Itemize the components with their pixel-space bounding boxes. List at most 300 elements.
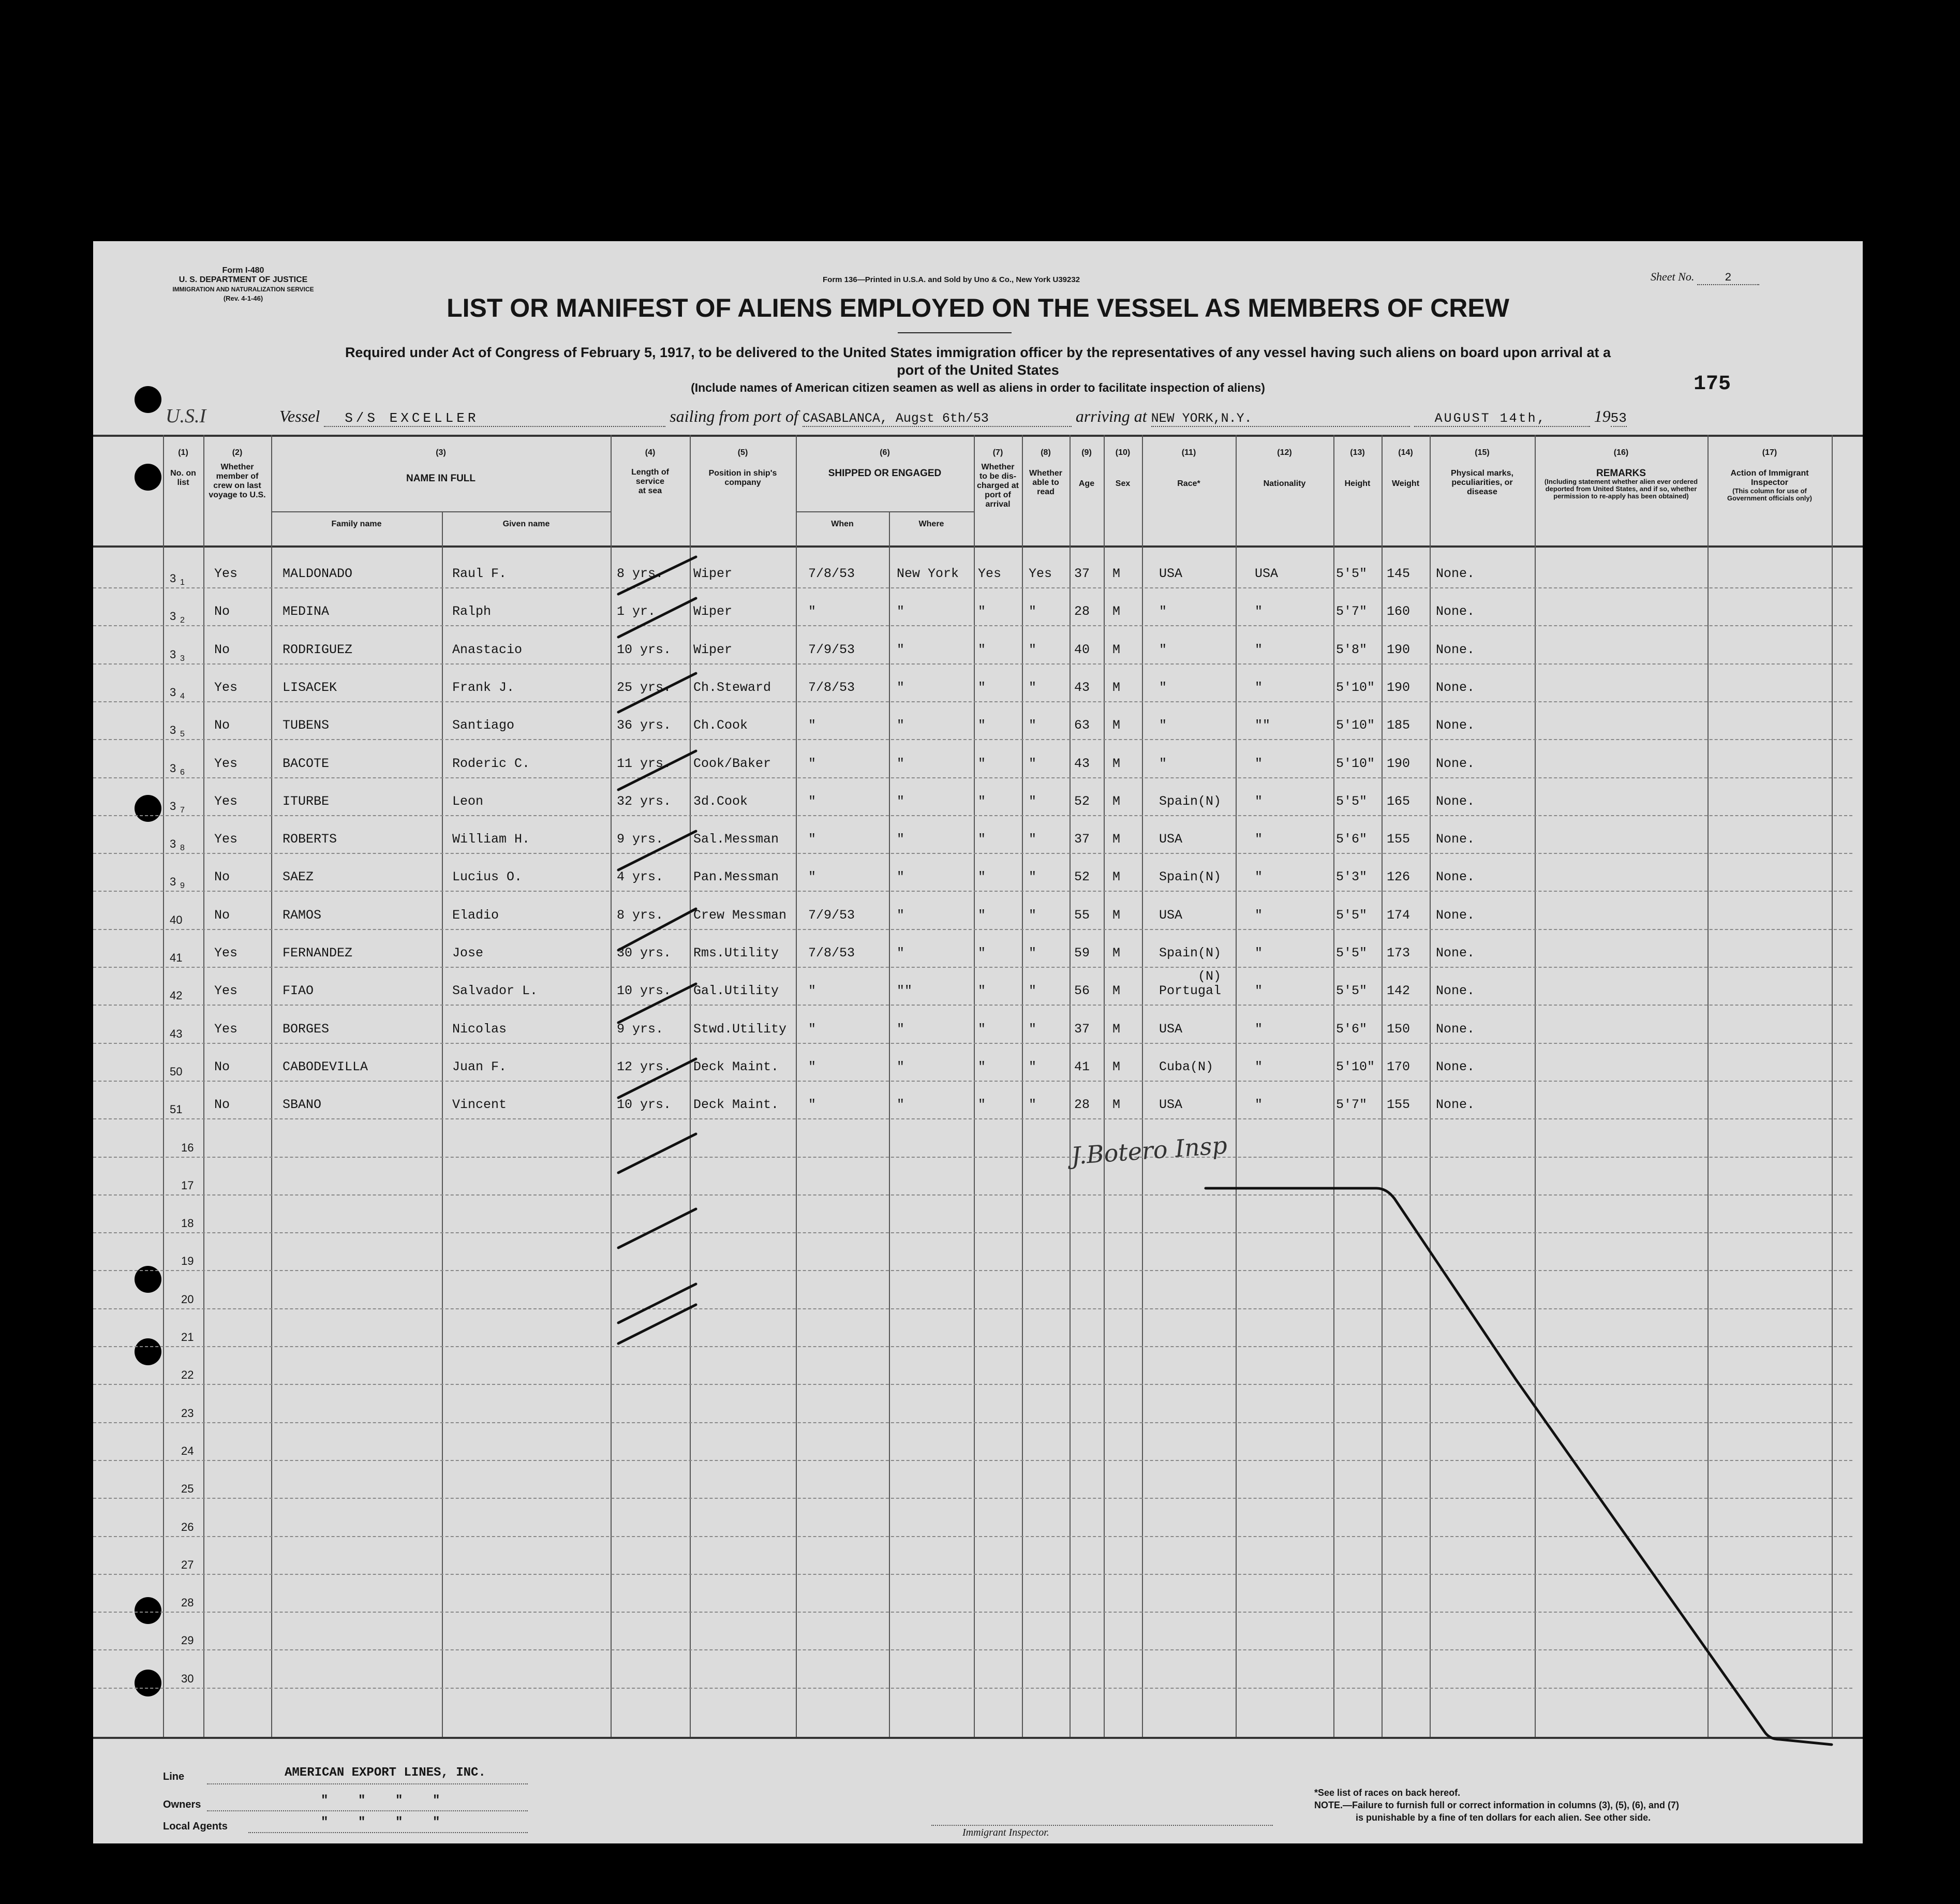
- cell-when: ": [808, 756, 816, 771]
- cell-when: ": [808, 718, 816, 733]
- cell-service: 25 yrs.: [617, 680, 672, 695]
- cell-where: "": [897, 983, 913, 999]
- cell-discharged: ": [978, 1021, 986, 1037]
- cell-when: 7/8/53: [808, 680, 855, 695]
- cell-prev: No: [214, 718, 230, 733]
- cell-service: 32 yrs.: [617, 793, 672, 809]
- cell-height: 5'10": [1336, 680, 1375, 695]
- voyage-line: Vessel S/S EXCELLER sailing from port of CASABLANCA, Augst 6th/53 arriving at NEW YORK,N.Y. AUGUST 14th, 1953: [279, 407, 1627, 426]
- cell-height: 5'10": [1336, 1059, 1375, 1074]
- cell-position: Deck Maint.: [693, 1059, 779, 1074]
- cell-given: Vincent: [452, 1097, 507, 1113]
- cell-service: 36 yrs.: [617, 718, 672, 733]
- cell-nationality: ": [1255, 642, 1263, 657]
- footer-rule: [207, 1810, 528, 1812]
- cell-weight: 165: [1387, 793, 1410, 809]
- cell-family: SBANO: [283, 1097, 322, 1113]
- cell-read: ": [1029, 642, 1037, 657]
- cell-prev: No: [214, 604, 230, 619]
- cell-given: Eladio: [452, 907, 499, 923]
- cell-given: Juan F.: [452, 1059, 507, 1074]
- cell-age: 28: [1074, 604, 1090, 619]
- cell-read: ": [1029, 793, 1037, 809]
- cell-race: USA: [1159, 832, 1183, 847]
- cell-race: USA: [1159, 1097, 1183, 1113]
- cell-nationality: ": [1255, 680, 1263, 695]
- cell-prev: No: [214, 869, 230, 885]
- cell-where: ": [897, 832, 905, 847]
- cell-nationality: ": [1255, 1059, 1263, 1074]
- cell-position: Sal.Messman: [693, 832, 779, 847]
- cell-read: ": [1029, 907, 1037, 923]
- col-header-9: (9) Age: [1078, 448, 1095, 488]
- cell-height: 5'6": [1336, 832, 1368, 847]
- cell-marks: None.: [1436, 718, 1475, 733]
- cell-family: BORGES: [283, 1021, 330, 1037]
- cell-discharged: ": [978, 869, 986, 885]
- manifest-title: LIST OR MANIFEST OF ALIENS EMPLOYED ON THE VESSEL AS MEMBERS OF CREW: [447, 293, 1509, 322]
- line-number: 1: [180, 578, 185, 587]
- cell-sex: M: [1112, 1059, 1121, 1074]
- cell-position: Wiper: [693, 566, 733, 581]
- cell-service: 10 yrs.: [617, 1097, 672, 1113]
- list-number: 41: [170, 951, 183, 964]
- cell-height: 5'3": [1336, 869, 1368, 885]
- strike-mark: [618, 673, 696, 712]
- list-number: 3: [170, 610, 176, 623]
- cell-where: New York: [897, 566, 959, 581]
- cell-read: ": [1029, 983, 1037, 999]
- cell-age: 63: [1074, 718, 1090, 733]
- cell-weight: 160: [1387, 604, 1410, 619]
- cell-weight: 126: [1387, 869, 1410, 885]
- inspector-signature: J.Botero Insp: [1070, 1131, 1228, 1170]
- cell-when: ": [808, 832, 816, 847]
- list-number: 3: [170, 875, 176, 889]
- cell-race: ": [1159, 718, 1167, 733]
- cell-where: ": [897, 793, 905, 809]
- cell-race: ": [1159, 756, 1167, 771]
- cell-weight: 150: [1387, 1021, 1410, 1037]
- cell-height: 5'6": [1336, 1021, 1368, 1037]
- cell-race: Cuba(N): [1159, 1059, 1214, 1074]
- cell-height: 5'5": [1336, 946, 1368, 961]
- line-number: 27: [181, 1558, 194, 1571]
- cell-service: 8 yrs.: [617, 907, 664, 923]
- page-number: 175: [1694, 373, 1731, 396]
- cell-discharged: ": [978, 680, 986, 695]
- cell-discharged: ": [978, 1097, 986, 1113]
- cell-when: ": [808, 1021, 816, 1037]
- cell-nationality: ": [1255, 1021, 1263, 1037]
- cell-given: Raul F.: [452, 566, 507, 581]
- cell-weight: 155: [1387, 1097, 1410, 1113]
- cell-marks: None.: [1436, 566, 1475, 581]
- line-number: 30: [181, 1672, 194, 1685]
- cell-read: ": [1029, 1059, 1037, 1074]
- cell-position: Wiper: [693, 642, 733, 657]
- sheet-number: Sheet No. 2: [1651, 270, 1759, 285]
- col-header-2: (2) Whether member of crew on last voyage to U.S.: [209, 448, 266, 499]
- footer-notes: *See list of races on back hereof. NOTE.—Failure to furnish full or correct information in columns (3), (5), (6), and (7) is punishable by a fine of ten dollars for each alien. See other side.: [1314, 1788, 1680, 1823]
- cell-race: USA: [1159, 1021, 1183, 1037]
- cell-when: 7/8/53: [808, 946, 855, 961]
- cell-discharged: ": [978, 832, 986, 847]
- cell-when: ": [808, 1097, 816, 1113]
- annotation-strokes: [93, 241, 1863, 1843]
- line-number: 22: [181, 1368, 194, 1382]
- cell-read: ": [1029, 1021, 1037, 1037]
- cell-sex: M: [1112, 680, 1121, 695]
- cell-where: ": [897, 1097, 905, 1113]
- cell-age: 59: [1074, 946, 1090, 961]
- cell-discharged: Yes: [978, 566, 1002, 581]
- cell-discharged: ": [978, 983, 986, 999]
- cell-discharged: ": [978, 718, 986, 733]
- cell-when: 7/9/53: [808, 642, 855, 657]
- line-number: 3: [180, 654, 185, 663]
- cell-age: 37: [1074, 832, 1090, 847]
- cell-sex: M: [1112, 983, 1121, 999]
- cell-read: ": [1029, 604, 1037, 619]
- line-number: 2: [180, 616, 185, 625]
- cell-marks: None.: [1436, 680, 1475, 695]
- col-header-1: (1) No. on list: [170, 448, 196, 487]
- cell-where: ": [897, 642, 905, 657]
- cell-family: SAEZ: [283, 869, 314, 885]
- list-number: 50: [170, 1065, 183, 1078]
- footer-line-label: Line: [163, 1771, 185, 1782]
- cell-weight: 174: [1387, 907, 1410, 923]
- list-number: 3: [170, 647, 176, 661]
- list-number: 51: [170, 1103, 183, 1116]
- cell-prev: Yes: [214, 756, 238, 771]
- cell-when: ": [808, 1059, 816, 1074]
- cell-given: Santiago: [452, 718, 515, 733]
- cell-where: ": [897, 718, 905, 733]
- cell-weight: 190: [1387, 642, 1410, 657]
- cell-age: 28: [1074, 1097, 1090, 1113]
- line-number: 4: [180, 691, 185, 701]
- cell-where: ": [897, 604, 905, 619]
- cell-sex: M: [1112, 907, 1121, 923]
- cell-height: 5'8": [1336, 642, 1368, 657]
- cell-given: Frank J.: [452, 680, 515, 695]
- strike-mark: [618, 909, 696, 950]
- cell-service: 12 yrs.: [617, 1059, 672, 1074]
- cell-weight: 185: [1387, 718, 1410, 733]
- cell-given: Roderic C.: [452, 756, 530, 771]
- department-block: Form I-480 U. S. DEPARTMENT OF JUSTICE IMMIGRATION AND NATURALIZATION SERVICE (Rev. 4-1-46): [172, 266, 314, 302]
- cell-service: 9 yrs.: [617, 832, 664, 847]
- cell-prev: No: [214, 642, 230, 657]
- list-number: 42: [170, 989, 183, 1002]
- cell-discharged: ": [978, 604, 986, 619]
- cell-age: 37: [1074, 1021, 1090, 1037]
- cell-position: Deck Maint.: [693, 1097, 779, 1113]
- cell-marks: None.: [1436, 907, 1475, 923]
- cell-family: MEDINA: [283, 604, 330, 619]
- cell-family: LISACEK: [283, 680, 337, 695]
- cell-family: ITURBE: [283, 793, 330, 809]
- cell-marks: None.: [1436, 1021, 1475, 1037]
- cell-read: ": [1029, 756, 1037, 771]
- line-number: 20: [181, 1292, 194, 1306]
- cell-nationality: "": [1255, 718, 1271, 733]
- cell-marks: None.: [1436, 604, 1475, 619]
- cell-prev: No: [214, 907, 230, 923]
- given-name-header: Given name: [502, 520, 550, 528]
- list-number: 3: [170, 799, 176, 813]
- cell-read: ": [1029, 869, 1037, 885]
- line-number: 21: [181, 1331, 194, 1344]
- line-number: 19: [181, 1254, 194, 1268]
- cell-weight: 142: [1387, 983, 1410, 999]
- cell-age: 43: [1074, 680, 1090, 695]
- cell-nationality: ": [1255, 793, 1263, 809]
- cell-marks: None.: [1436, 642, 1475, 657]
- cell-weight: 155: [1387, 832, 1410, 847]
- strike-mark: [618, 1059, 696, 1098]
- line-number: 23: [181, 1406, 194, 1420]
- list-number: 3: [170, 685, 176, 699]
- footer-agents-label: Local Agents: [163, 1821, 228, 1832]
- cell-when: ": [808, 793, 816, 809]
- cell-position: Pan.Messman: [693, 869, 779, 885]
- cell-service: 4 yrs.: [617, 869, 664, 885]
- cell-where: ": [897, 680, 905, 695]
- cell-height: 5'10": [1336, 718, 1375, 733]
- cell-prev: No: [214, 1059, 230, 1074]
- cell-height: 5'7": [1336, 1097, 1368, 1113]
- strike-mark: [618, 1305, 696, 1344]
- strike-mark: [618, 1209, 696, 1248]
- list-number: 43: [170, 1027, 183, 1040]
- cell-age: 41: [1074, 1059, 1090, 1074]
- cell-service: 1 yr.: [617, 604, 656, 619]
- cell-sex: M: [1112, 566, 1121, 581]
- col-header-14: (14) Weight: [1391, 448, 1420, 488]
- cell-race: ": [1159, 604, 1167, 619]
- cell-read: ": [1029, 832, 1037, 847]
- col-header-16: (16) REMARKS (Including statement whether alien ever ordered deported from United States, and if so, whether permission to re-apply has been obtained): [1544, 448, 1698, 500]
- cell-given: Lucius O.: [452, 869, 523, 885]
- cell-given: William H.: [452, 832, 530, 847]
- footer-rule: [207, 1783, 528, 1785]
- col-header-8: (8) Whether able to read: [1029, 448, 1062, 496]
- cell-position: Rms.Utility: [693, 946, 779, 961]
- cell-race: USA: [1159, 907, 1183, 923]
- printer-line: Form 136—Printed in U.S.A. and Sold by Uno & Co., New York U39232: [823, 275, 1080, 284]
- list-number: 3: [170, 724, 176, 737]
- closing-line: [1206, 1188, 1832, 1745]
- cell-prev: Yes: [214, 983, 238, 999]
- cell-position: Ch.Steward: [693, 680, 771, 695]
- cell-nationality: ": [1255, 869, 1263, 885]
- cell-service: 11 yrs.: [617, 756, 672, 771]
- cell-service: 30 yrs.: [617, 946, 672, 961]
- cell-sex: M: [1112, 642, 1121, 657]
- cell-marks: None.: [1436, 1059, 1475, 1074]
- col-header-6: (6) SHIPPED OR ENGAGED: [828, 448, 942, 479]
- cell-read: ": [1029, 718, 1037, 733]
- cell-race: Portugal: [1159, 983, 1222, 999]
- strike-mark: [618, 598, 696, 637]
- cell-nationality: ": [1255, 946, 1263, 961]
- cell-family: BACOTE: [283, 756, 330, 771]
- cell-service: 9 yrs.: [617, 1021, 664, 1037]
- line-number: 29: [181, 1634, 194, 1647]
- cell-sex: M: [1112, 1097, 1121, 1113]
- footer-line-value: AMERICAN EXPORT LINES, INC.: [285, 1766, 486, 1780]
- cell-age: 55: [1074, 907, 1090, 923]
- arrival-date: AUGUST 14th,: [1414, 411, 1590, 427]
- cell-height: 5'5": [1336, 983, 1368, 999]
- cell-prev: Yes: [214, 946, 238, 961]
- cell-given: Salvador L.: [452, 983, 538, 999]
- cell-marks: None.: [1436, 1097, 1475, 1113]
- cell-height: 5'7": [1336, 604, 1368, 619]
- cell-when: 7/9/53: [808, 907, 855, 923]
- cell-nationality: ": [1255, 907, 1263, 923]
- cell-prev: Yes: [214, 1021, 238, 1037]
- cell-sex: M: [1112, 718, 1121, 733]
- line-number: 9: [180, 881, 185, 891]
- cell-read: ": [1029, 946, 1037, 961]
- cell-when: ": [808, 869, 816, 885]
- col-header-3: (3) NAME IN FULL: [406, 448, 476, 484]
- cell-race: ": [1159, 680, 1167, 695]
- cell-sex: M: [1112, 793, 1121, 809]
- family-name-header: Family name: [331, 520, 382, 528]
- cell-position: Ch.Cook: [693, 718, 748, 733]
- cell-when: ": [808, 983, 816, 999]
- cell-position: 3d.Cook: [693, 793, 748, 809]
- margin-note: U.S.I: [166, 405, 206, 427]
- when-header: When: [831, 520, 854, 528]
- line-number: 8: [180, 844, 185, 853]
- cell-discharged: ": [978, 756, 986, 771]
- footer-inspector-label: Immigrant Inspector.: [962, 1827, 1049, 1838]
- cell-where: ": [897, 946, 905, 961]
- footer-owners-value: " " " ": [321, 1794, 440, 1808]
- col-header-15: (15) Physical marks, peculiarities, or disease: [1451, 448, 1513, 496]
- cell-age: 43: [1074, 756, 1090, 771]
- cell-weight: 190: [1387, 756, 1410, 771]
- arriving-at: NEW YORK,N.Y.: [1151, 411, 1410, 427]
- cell-where: ": [897, 869, 905, 885]
- col-header-5: (5) Position in ship's company: [708, 448, 777, 487]
- line-number: 26: [181, 1520, 194, 1533]
- cell-family: RAMOS: [283, 907, 322, 923]
- cell-position: Gal.Utility: [693, 983, 779, 999]
- cell-read: ": [1029, 1097, 1037, 1113]
- vessel-name: S/S EXCELLER: [324, 410, 665, 427]
- cell-race: Spain(N): [1159, 793, 1222, 809]
- footer-rule: [248, 1832, 528, 1834]
- cell-nationality: ": [1255, 1097, 1263, 1113]
- cell-where: ": [897, 907, 905, 923]
- cell-prev: Yes: [214, 680, 238, 695]
- strike-mark: [618, 751, 696, 790]
- cell-nationality: ": [1255, 983, 1263, 999]
- cell-race: Spain(N): [1159, 869, 1222, 885]
- cell-sex: M: [1112, 1021, 1121, 1037]
- cell-where: ": [897, 1021, 905, 1037]
- cell-family: TUBENS: [283, 718, 330, 733]
- cell-prev: No: [214, 1097, 230, 1113]
- manifest-sheet: [93, 241, 1863, 1843]
- col-header-4: (4) Length of service at sea: [631, 448, 669, 495]
- cell-discharged: ": [978, 1059, 986, 1074]
- col-header-7: (7) Whether to be dis-charged at port of arrival: [977, 448, 1019, 509]
- line-number: 25: [181, 1482, 194, 1496]
- cell-family: CABODEVILLA: [283, 1059, 368, 1074]
- cell-given: Jose: [452, 946, 484, 961]
- cell-given: Leon: [452, 793, 484, 809]
- sailing-from: CASABLANCA, Augst 6th/53: [803, 411, 1072, 427]
- line-number: 24: [181, 1444, 194, 1457]
- cell-family: ROBERTS: [283, 832, 337, 847]
- cell-read: Yes: [1029, 566, 1052, 581]
- cell-discharged: ": [978, 946, 986, 961]
- cell-age: 40: [1074, 642, 1090, 657]
- cell-age: 52: [1074, 869, 1090, 885]
- line-number: 5: [180, 730, 185, 739]
- line-number: 18: [181, 1217, 194, 1230]
- cell-family: RODRIGUEZ: [283, 642, 353, 657]
- subtitle: Required under Act of Congress of February 5, 1917, to be delivered to the United States immigration officer by the representatives of any vessel having such aliens on board upon arrival at a port of the United States (Include names of American citizen seamen as well as aliens in order to facilitate inspection of aliens): [345, 345, 1611, 394]
- list-number: 3: [170, 837, 176, 851]
- cell-weight: 145: [1387, 566, 1410, 581]
- strike-mark: [618, 1284, 696, 1323]
- cell-marks: None.: [1436, 832, 1475, 847]
- cell-service: 10 yrs.: [617, 642, 672, 657]
- cell-sex: M: [1112, 946, 1121, 961]
- list-number: 40: [170, 913, 183, 926]
- cell-position: Cook/Baker: [693, 756, 771, 771]
- cell-prev: Yes: [214, 793, 238, 809]
- line-number: 17: [181, 1178, 194, 1192]
- cell-prev: Yes: [214, 566, 238, 581]
- cell-age: 52: [1074, 793, 1090, 809]
- cell-sex: M: [1112, 832, 1121, 847]
- footer-owners-label: Owners: [163, 1799, 201, 1810]
- cell-sex: M: [1112, 756, 1121, 771]
- cell-age: 56: [1074, 983, 1090, 999]
- col-header-12: (12) Nationality: [1263, 448, 1306, 488]
- line-number: 7: [180, 805, 185, 815]
- strike-mark: [618, 984, 696, 1023]
- cell-height: 5'5": [1336, 907, 1368, 923]
- cell-marks: None.: [1436, 946, 1475, 961]
- cell-weight: 170: [1387, 1059, 1410, 1074]
- cell-prev: Yes: [214, 832, 238, 847]
- strike-mark: [618, 557, 696, 594]
- cell-position: Crew Messman: [693, 907, 787, 923]
- cell-where: ": [897, 756, 905, 771]
- col-header-17: (17) Action of Immigrant Inspector (This column for use of Government officials only): [1727, 448, 1812, 502]
- cell-family: FERNANDEZ: [283, 946, 353, 961]
- cell-marks: None.: [1436, 793, 1475, 809]
- cell-height: 5'5": [1336, 793, 1368, 809]
- cell-family: MALDONADO: [283, 566, 353, 581]
- cell-marks: None.: [1436, 869, 1475, 885]
- cell-height: 5'5": [1336, 566, 1368, 581]
- cell-given: Nicolas: [452, 1021, 507, 1037]
- cell-race-note: (N): [1198, 969, 1222, 984]
- cell-nationality: ": [1255, 604, 1263, 619]
